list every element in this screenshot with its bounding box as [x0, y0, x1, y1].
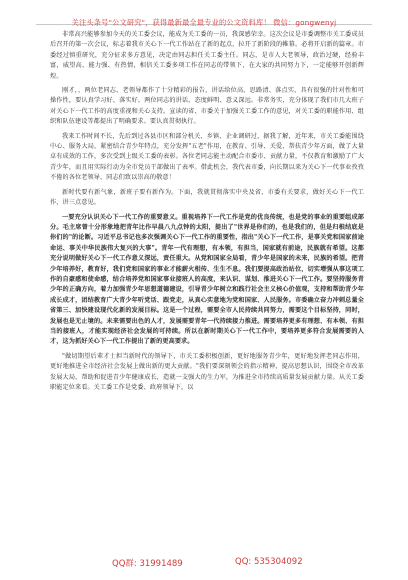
- document-body: [50, 30, 364, 540]
- header-banner: [36, 10, 372, 25]
- footer: [0, 557, 408, 571]
- paragraph-section-heading: 一要充分认识关心下一代工作的重要意义。重视培养下一代工作是党的优良传统，也是党的事业的重要组成部分。毛主席曾十分形象地把青年比作早晨八九点钟的太阳，提出了"世界是你们的，也是我们的，但是归根结底是你们的"的论断。习近平总书记也多次强调关心下一代工作的重要性，指出"关心下一代工作，是事关党和国家前途命运、事关中华民族伟大复兴的大事"。青年一代有理想，有本领，有担当，国家就有前途，民族就有希望。这都充分说明做好关心下一代工作意义深远，责任重大。从党和国家全局看，青少年是国家的未来，民族的希望。把青少年培养好，教育好，我们党和国家的事业才能薪火相传、生生不息。我们要提高政治站位，切实增强从事这项工作的自豪感和使命感，结合培养党和国家事业接班人的高度，来认识、谋划、推进关心下一代工作。要坚持服务青少年的正确方向，着力加强青少年思想道德建设，引导青少年树立和践行社会主义核心价值观，支持和帮助青少年成长成才，团结教育广大青少年听党话、跟党走，从真心实意地为党和国家、人民服务。市委确立奋力冲刺总量全省第三、加快建设现代化新的发展目标。这是一个过程，需要全市人民持续共同努力，需要这个目标坚持，同时，发展也是无止境的。未来需要出色的人才，发展需要青年一代持续接力推进。需要培养更多有理想、有本领、有担当的接班人，才能实现经济社会发展的可持续。所以在新时期关心下一代工作中，要培养更多符合发展需要的人才，这为抓好关心下一代工作提出了新的更高要求。: [50, 213, 364, 346]
- footer-qq-group: QQ群: 31991489: [112, 559, 183, 569]
- paragraph: 刚才，、两位老同志、老领导都作了十分精彩的报告，讲话给位高、思路清、落点实，具有很强的针对性和可操作性，要认真学习好、落实好。两位同志的讲话，态度鲜明、意义深远。非常务实，充分体现了我们市几大班子对关心下一代工作的高度重视和关心支持。宣读的省、市委关于加强关工委工作的意见，对关工委的职能作用、组织和队伍建设等都提出了明确要求。要认真贯彻执行。: [50, 87, 364, 126]
- header-banner-text: 关注头条号"公文研究"，获得最新最全最专业的公文资料库！ 微信：gongwenyj: [71, 18, 337, 27]
- paragraph: 我来工作时间不长，先后到过各县市区和部分机关、乡镇、企业调研过，据我了解，近年来，市关工委能围绕中心、服务大局，紧密结合青少年特点，充分发挥"五老"作用，在教育、引导、关爱、帮扶青少年方面，做了大量卓有成效的工作，多次受到上级关工委的表彰。各位老同志能主动配合市委市、贡献力量，不仅教育和激励了广大青少年，而且用实际行动为全市党员干部做出了表率。借此机会，我代表市委，向长期以来为关心下一代事业孜孜不倦的各位老领导、同志们致以崇高的敬意！: [50, 132, 364, 182]
- paragraph: 新时代要有新气象，新班子要有新作为。下面，我就贯彻落实中央及省、市委有关要求，做好关心下一代工作，讲三点意见。: [50, 188, 364, 207]
- paragraph: "做切期望后辈才士担当新时代的领导下，市关工委积极创新，更好地服务青少年，更好地发挥老同志作用，更好地推进全市经济社会发展上做出新的更大贡献。"我们要深刻领会的指示精神，提高思想认识，围绕全市改革发展大局，帮助和促进青少年健康成长，造就一支强大的生力军，为推进全市持续高质量发展贡献力量。从关工委职能定位来看。关工委工作是党委、政府领导下，以: [50, 352, 364, 391]
- footer-qq-contact: QQ: 535304092: [235, 557, 303, 567]
- paragraph: 非常高兴能够参加今天的关工委会议，能成为关工委的一员，我深感荣幸。这次会议是市委调整市关工委成员后召开的第一次会议，标志着我市关心下一代工作站在了新的起点，拉开了新阶段的帷幕。必将开启新的篇章。市委经过慎重研究，充分征求多方意见，决定由同志担任关工委主任。同志，是市人大老领导，政治过硬，经验丰富，威望高、能力强、有热情，相信关工委多项工作在同志的带领下，在大家的共同努力下，一定能够开创新辉煌。: [50, 31, 364, 80]
